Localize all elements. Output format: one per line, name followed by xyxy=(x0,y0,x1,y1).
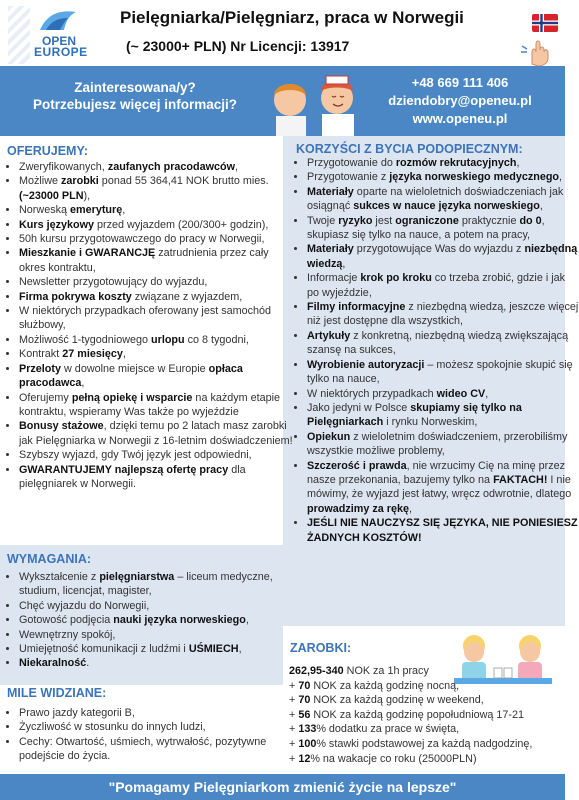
text-segment: Filmy informacyjne xyxy=(307,301,406,314)
text-segment: % na wakacje co roku (25000PLN) xyxy=(310,752,477,765)
mile-widziane-list xyxy=(0,706,298,764)
text-segment: języka norweskiego medycznego xyxy=(389,171,560,184)
wymagania-list xyxy=(0,570,298,671)
korzysci-list xyxy=(288,156,579,545)
footer-slogan: "Pomagamy Pielęgniarkom zmienić życie na lepsze" xyxy=(108,779,457,795)
list-item xyxy=(19,628,298,642)
text-segment: – możesz spokojnie skupić się tylko na nauce, xyxy=(307,358,573,386)
open-europe-logo xyxy=(8,6,98,64)
text-segment: prowadzimy za rękę xyxy=(307,502,410,515)
text-segment: NOK za każdą godzinę popołudniową 17-21 xyxy=(310,708,525,721)
text-segment: – liceum medyczne, studium, licencjat, magister, xyxy=(19,571,273,598)
text-segment: , xyxy=(81,377,85,390)
text-segment: krok po kroku xyxy=(360,272,432,285)
list-item xyxy=(19,362,298,391)
list-item xyxy=(307,387,579,401)
text-segment: 70 xyxy=(298,694,311,707)
earnings-line xyxy=(289,708,559,723)
text-segment: , xyxy=(409,502,413,515)
text-segment: GWARANTUJEMY najlepszą ofertę pracy xyxy=(19,463,229,476)
email-address[interactable]: dziendobry@openeu.pl xyxy=(388,93,532,108)
text-segment: W niektórych przypadkach xyxy=(307,387,437,400)
earnings-line xyxy=(289,722,559,737)
list-item xyxy=(19,706,298,720)
text-segment: Prawo jazdy kategorii B, xyxy=(19,707,135,719)
text-segment: sukces w nauce języka norweskiego xyxy=(353,200,540,213)
band-question-line1: Zainteresowana/y? xyxy=(74,80,196,95)
text-segment: 262,95-340 xyxy=(289,665,344,677)
list-item xyxy=(19,218,298,232)
text-segment: Gotowość podjęcia xyxy=(19,614,114,627)
text-segment: Oferujemy xyxy=(19,391,72,404)
text-segment: z niezbędną wiedzą, jeszcze więcej niż jest dostępne dla wszystkich, xyxy=(307,301,579,328)
text-segment: , xyxy=(235,161,239,173)
text-segment: . xyxy=(86,657,90,670)
waving-hand-icon xyxy=(518,40,558,66)
text-segment: z konkretną, niezbędną wiedzą zwiększającą szansę na sukces, xyxy=(307,329,569,357)
list-item xyxy=(19,613,298,627)
text-segment: rozmów rekrutacyjnych xyxy=(395,157,517,169)
list-item xyxy=(19,656,298,670)
list-item xyxy=(19,735,298,764)
list-item xyxy=(307,242,579,271)
list-item xyxy=(19,391,298,420)
list-item xyxy=(19,570,298,599)
wymagania-heading: WYMAGANIA: xyxy=(7,552,92,566)
footer-banner xyxy=(0,774,565,800)
text-segment: zarobki xyxy=(61,175,99,188)
list-item xyxy=(19,333,298,347)
text-segment: ponad 55 364,41 NOK brutto mies. xyxy=(98,175,269,188)
text-segment: 100 xyxy=(298,737,317,750)
text-segment: I nie mówimy, że wyjazd jest łatwy, wręcz odwrotnie, dlatego xyxy=(307,473,572,501)
text-segment: pielęgniarstwa xyxy=(99,571,175,583)
list-item xyxy=(307,300,579,329)
text-segment: Możliwe xyxy=(19,175,61,188)
list-item xyxy=(307,271,579,300)
text-segment: W niektórych przypadkach oferowany jest samochód służbowy, xyxy=(19,305,272,332)
text-segment: Umiejętność komunikacji z ludźmi i xyxy=(19,643,189,656)
list-item xyxy=(19,448,298,462)
band-question-line2: Potrzebujesz więcej informacji? xyxy=(32,97,238,112)
text-segment: , xyxy=(516,157,520,169)
list-item xyxy=(19,275,298,289)
list-item xyxy=(307,430,579,459)
text-segment: 56 xyxy=(298,708,311,721)
list-item xyxy=(19,599,298,613)
text-segment: Przygotowanie z xyxy=(307,171,390,184)
text-segment: NOK za 1h pracy xyxy=(343,665,429,677)
list-item xyxy=(307,214,579,243)
text-segment: UŚMIECH xyxy=(188,643,239,656)
text-segment: ryzyko xyxy=(338,214,373,227)
text-segment: na każdym etapie kontraktu, wspieramy Was także po wyjeździe xyxy=(19,391,281,418)
zarobki-list xyxy=(289,664,559,766)
text-segment: i rynku Norweskim, xyxy=(383,416,478,429)
text-segment: zatrudnienia przez cały okres kontraktu, xyxy=(19,247,269,274)
earnings-line xyxy=(289,679,559,694)
text-segment: co 8 tygodni, xyxy=(184,333,249,346)
text-segment: FAKTACH! xyxy=(493,473,548,486)
text-segment: Materiały xyxy=(307,185,354,198)
contact-info xyxy=(360,74,560,128)
text-segment: przed wyjazdem (200/300+ godzin), xyxy=(94,218,269,231)
text-segment: JEŚLI NIE NAUCZYSZ SIĘ JĘZYKA, NIE PONIESIESZ ŻADNYCH KOSZTÓW! xyxy=(307,517,578,544)
list-item xyxy=(307,329,579,358)
text-segment: Kurs językowy xyxy=(19,218,95,231)
text-segment: Jako jedyni w Polsce xyxy=(307,401,411,414)
text-segment: Przygotowanie do xyxy=(307,157,396,169)
text-segment: , dzięki temu po 2 latach masz zarobki jak Pielęgniarka w Norwegii z 16-letnim doświadczeniem! xyxy=(19,420,293,447)
text-segment: + xyxy=(289,723,299,736)
text-segment: Szczerość i prawda xyxy=(307,459,407,472)
list-item xyxy=(307,358,579,387)
text-segment: NOK za każdą godzinę w weekend, xyxy=(310,694,484,707)
text-segment: wideo CV xyxy=(436,387,486,400)
oferujemy-heading: OFERUJEMY: xyxy=(7,144,89,158)
oferujemy-list xyxy=(0,160,298,491)
list-item xyxy=(19,203,298,217)
list-item xyxy=(307,401,579,430)
text-segment: Kontrakt xyxy=(19,348,63,361)
text-segment: 27 miesięcy xyxy=(62,348,123,361)
logo-stripes xyxy=(8,6,30,64)
text-segment: , xyxy=(122,204,126,217)
list-item xyxy=(19,347,298,361)
text-segment: + xyxy=(289,694,299,707)
text-segment: ), xyxy=(83,189,91,202)
text-segment: Artykuły xyxy=(307,329,351,342)
text-segment: opłaca pracodawca xyxy=(19,362,243,390)
earnings-line xyxy=(289,664,559,679)
logo-wing-icon xyxy=(38,8,78,34)
list-item xyxy=(19,419,298,448)
text-segment: urlopu xyxy=(151,333,185,346)
text-segment: , xyxy=(122,348,126,361)
text-segment: dla pielęgniarek w Norwegii. xyxy=(19,463,246,490)
text-segment: , xyxy=(559,171,563,184)
earnings-line xyxy=(289,752,559,767)
zarobki-heading: ZAROBKI: xyxy=(290,641,352,655)
list-item xyxy=(19,290,298,304)
text-segment: Wykształcenie z xyxy=(19,571,100,583)
list-item xyxy=(19,174,298,203)
list-item xyxy=(19,160,298,174)
list-item xyxy=(307,516,579,545)
text-segment: 50h kursu przygotowawczego do pracy w Norwegii, xyxy=(19,233,265,246)
list-item xyxy=(19,720,298,734)
text-segment: skupiamy się tylko na Pielęgniarkach xyxy=(307,401,522,429)
text-segment: , xyxy=(238,643,242,656)
text-segment: Materiały xyxy=(307,243,354,256)
text-segment: Twoje xyxy=(307,214,339,227)
text-segment: Mieszkanie i GWARANCJĘ xyxy=(19,247,156,260)
text-segment: Życzliwość w stosunku do innych ludzi, xyxy=(19,721,206,734)
text-segment: Cechy: Otwartość, uśmiech, wytrwałość, pozytywne podejście do życia. xyxy=(19,735,267,763)
website-link[interactable]: www.openeu.pl xyxy=(412,111,508,126)
text-segment: co trzeba zrobić, gdzie i jak po wyjeździe, xyxy=(307,272,566,299)
text-segment: % dodatku za prace w święta, xyxy=(316,723,460,736)
list-item xyxy=(307,156,579,170)
text-segment: + xyxy=(289,752,299,765)
text-segment: Przeloty xyxy=(19,362,62,375)
text-segment: nauki języka norweskiego xyxy=(113,614,246,627)
earnings-line xyxy=(289,693,559,708)
text-segment: Opiekun xyxy=(307,430,351,443)
text-segment: , xyxy=(485,387,489,400)
text-segment: przygotowujące Was do wyjazdu z xyxy=(353,243,525,256)
text-segment: jest xyxy=(372,214,396,227)
list-item xyxy=(19,232,298,246)
text-segment: 12 xyxy=(298,752,311,765)
list-item xyxy=(19,463,298,492)
text-segment: zaufanych pracodawców xyxy=(107,161,236,173)
text-segment: + xyxy=(289,737,299,750)
text-segment: oparte na wieloletnich doświadczeniach jak osiągnąć xyxy=(307,185,564,213)
text-segment: Firma pokrywa koszty xyxy=(19,290,132,303)
logo-text-open: OPEN xyxy=(42,34,77,48)
text-segment: do 0 xyxy=(519,214,542,227)
list-item xyxy=(307,459,579,517)
text-segment: emeryturę xyxy=(70,204,123,217)
text-segment: 70 xyxy=(298,679,311,692)
nurses-illustration xyxy=(262,70,372,136)
text-segment: Wewnętrzny spokój, xyxy=(19,628,116,641)
page-subtitle: (~ 23000+ PLN) Nr Licencji: 13917 xyxy=(126,38,350,54)
text-segment: Chęć wyjazdu do Norwegii, xyxy=(19,599,150,612)
text-segment: Niekaralność xyxy=(19,657,87,670)
text-segment: w dowolne miejsce w Europie xyxy=(61,362,209,375)
text-segment: pełną opiekę i wsparcie xyxy=(71,391,193,404)
text-segment: Wyrobienie autoryzacji xyxy=(307,358,425,371)
earnings-line xyxy=(289,737,559,752)
text-segment: Informacje xyxy=(307,272,361,285)
text-segment: , skupiasz się tylko na nauce, a potem na pracy, xyxy=(307,214,545,242)
text-segment: Szybszy wyjazd, gdy Twój język jest odpowiedni, xyxy=(19,449,252,462)
list-item xyxy=(307,170,579,184)
text-segment: % stawki podstawowej za każdą nadgodzinę, xyxy=(316,737,533,750)
korzysci-heading: KORZYŚCI Z BYCIA PODOPIECZNYM: xyxy=(296,142,523,156)
text-segment: + xyxy=(289,708,299,721)
page-title: Pielęgniarka/Pielęgniarz, praca w Norwegii xyxy=(120,8,464,27)
list-item xyxy=(307,185,579,214)
text-segment: , xyxy=(245,614,249,627)
phone-number[interactable]: +48 669 111 406 xyxy=(411,75,509,90)
mile-widziane-heading: MILE WIDZIANE: xyxy=(7,686,107,700)
text-segment: ograniczone xyxy=(395,214,459,227)
text-segment: związane z wyjazdem, xyxy=(131,290,243,303)
text-segment: (~23000 PLN xyxy=(19,189,84,202)
text-segment: praktycznie xyxy=(458,214,520,227)
text-segment: , nie wrzucimy Cię na minę przez nasze przekonania, bazujemy tylko na xyxy=(307,459,566,486)
text-segment: z wieloletnim doświadczeniem, przerobiliśmy wszystkie możliwe problemy, xyxy=(307,430,568,458)
text-segment: 133 xyxy=(298,723,317,736)
list-item xyxy=(19,304,298,333)
text-segment: , xyxy=(539,200,543,213)
logo-text-europe: EUROPE xyxy=(34,45,88,59)
list-item xyxy=(19,642,298,656)
text-segment: Bonusy stażowe xyxy=(19,420,104,433)
text-segment: Zweryfikowanych, xyxy=(19,161,108,173)
text-segment: Norweską xyxy=(19,204,71,217)
text-segment: Możliwość 1-tygodniowego xyxy=(19,333,152,346)
text-segment: niezbędną wiedzą xyxy=(307,243,578,270)
text-segment: NOK za każdą godzinę nocną, xyxy=(310,679,460,692)
text-segment: , xyxy=(342,257,346,270)
list-item xyxy=(19,246,298,275)
norway-flag-icon xyxy=(532,12,558,34)
text-segment: Newsletter przygotowujący do wyjazdu, xyxy=(19,276,208,289)
text-segment: + xyxy=(289,679,299,692)
